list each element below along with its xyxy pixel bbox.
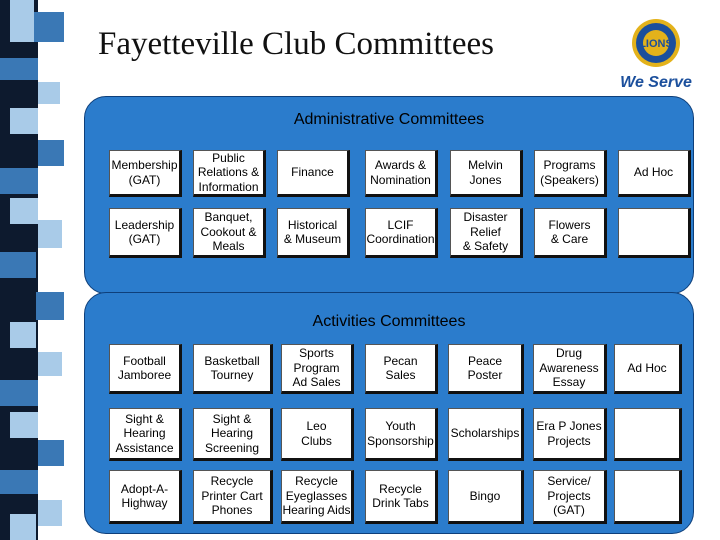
committee-box	[109, 344, 182, 394]
committee-label: Leadership (GAT)	[114, 217, 175, 246]
lions-logo	[614, 16, 698, 92]
committee-label: Recycle Drink Tabs	[372, 481, 429, 510]
committee-label: Programs (Speakers)	[540, 158, 599, 187]
page-title: Fayetteville Club Committees	[98, 26, 494, 62]
logo-mark-text: LIONS	[639, 38, 673, 50]
committee-label: Membership (GAT)	[111, 158, 178, 187]
committee-box	[193, 408, 273, 461]
committee-box	[193, 344, 273, 394]
committee-label: Football Jamboree	[117, 353, 172, 382]
committee-box	[448, 470, 524, 524]
committee-box	[618, 150, 691, 197]
committee-label: Youth Sponsorship	[367, 419, 434, 448]
logo-tagline: We Serve	[620, 74, 692, 91]
committee-box	[365, 470, 438, 524]
committee-label: Era P Jones Projects	[536, 419, 602, 448]
committee-box	[193, 208, 266, 258]
committee-label: Historical & Museum	[283, 217, 342, 246]
committee-label: Finance	[291, 165, 334, 180]
committee-label: Recycle Printer Cart Phones	[201, 474, 263, 518]
lions-club-emblem-icon	[614, 16, 698, 92]
committee-label: Sight & Hearing Screening	[204, 411, 260, 455]
committee-label: Banquet, Cookout & Meals	[200, 210, 257, 254]
committee-box	[365, 344, 438, 394]
committee-label: Drug Awareness Essay	[539, 346, 599, 390]
committee-box	[533, 470, 607, 524]
committee-box	[365, 408, 438, 461]
committee-box	[365, 208, 438, 258]
committee-box	[281, 470, 354, 524]
committee-box	[109, 208, 182, 258]
committee-box	[193, 470, 273, 524]
committee-box	[281, 344, 354, 394]
committee-box	[281, 408, 354, 461]
committee-box	[365, 150, 438, 197]
committee-box	[277, 208, 350, 258]
activities-committees-heading: Activities Committees	[312, 313, 466, 330]
committee-label: Ad Hoc	[627, 360, 667, 375]
committee-box	[109, 408, 182, 461]
administrative-committees-heading: Administrative Committees	[293, 111, 485, 128]
committee-label: Ad Hoc	[633, 165, 674, 180]
committee-label: Scholarships	[450, 426, 520, 441]
committee-label: Awards & Nomination	[370, 158, 431, 187]
committee-label: Bingo	[469, 488, 501, 503]
committee-box	[533, 408, 607, 461]
committee-box	[109, 470, 182, 524]
committee-label: Sight & Hearing Assistance	[115, 411, 174, 455]
committee-label: Disaster Relief & Safety	[462, 210, 509, 254]
committee-label: Adopt-A- Highway	[120, 481, 169, 510]
committee-box	[533, 344, 607, 394]
committee-label: Melvin Jones	[468, 158, 503, 187]
committee-label: Basketball Tourney	[204, 353, 260, 382]
committee-box	[534, 208, 607, 258]
committee-label: Flowers & Care	[548, 217, 591, 246]
decorative-stripe	[0, 0, 66, 540]
committee-label: Pecan Sales	[383, 353, 418, 382]
committee-label: Sports Program Ad Sales	[292, 346, 341, 390]
committee-box	[109, 150, 182, 197]
committee-label: Service/ Projects (GAT)	[547, 474, 591, 518]
committee-box	[450, 208, 523, 258]
committee-label: Recycle Eyeglasses Hearing Aids	[282, 474, 351, 518]
committee-box	[450, 150, 523, 197]
committee-box	[618, 208, 691, 258]
committee-box	[277, 150, 350, 197]
committee-box	[448, 408, 524, 461]
committee-box	[614, 470, 682, 524]
committee-box	[448, 344, 524, 394]
committee-label: Peace Poster	[467, 353, 503, 382]
committee-label: LCIF Coordination	[366, 217, 435, 246]
committee-label: Leo Clubs	[301, 419, 332, 448]
committee-label: Public Relations & Information	[197, 150, 260, 194]
committee-box	[534, 150, 607, 197]
committee-box	[614, 344, 682, 394]
committee-box	[614, 408, 682, 461]
committee-box	[193, 150, 266, 197]
